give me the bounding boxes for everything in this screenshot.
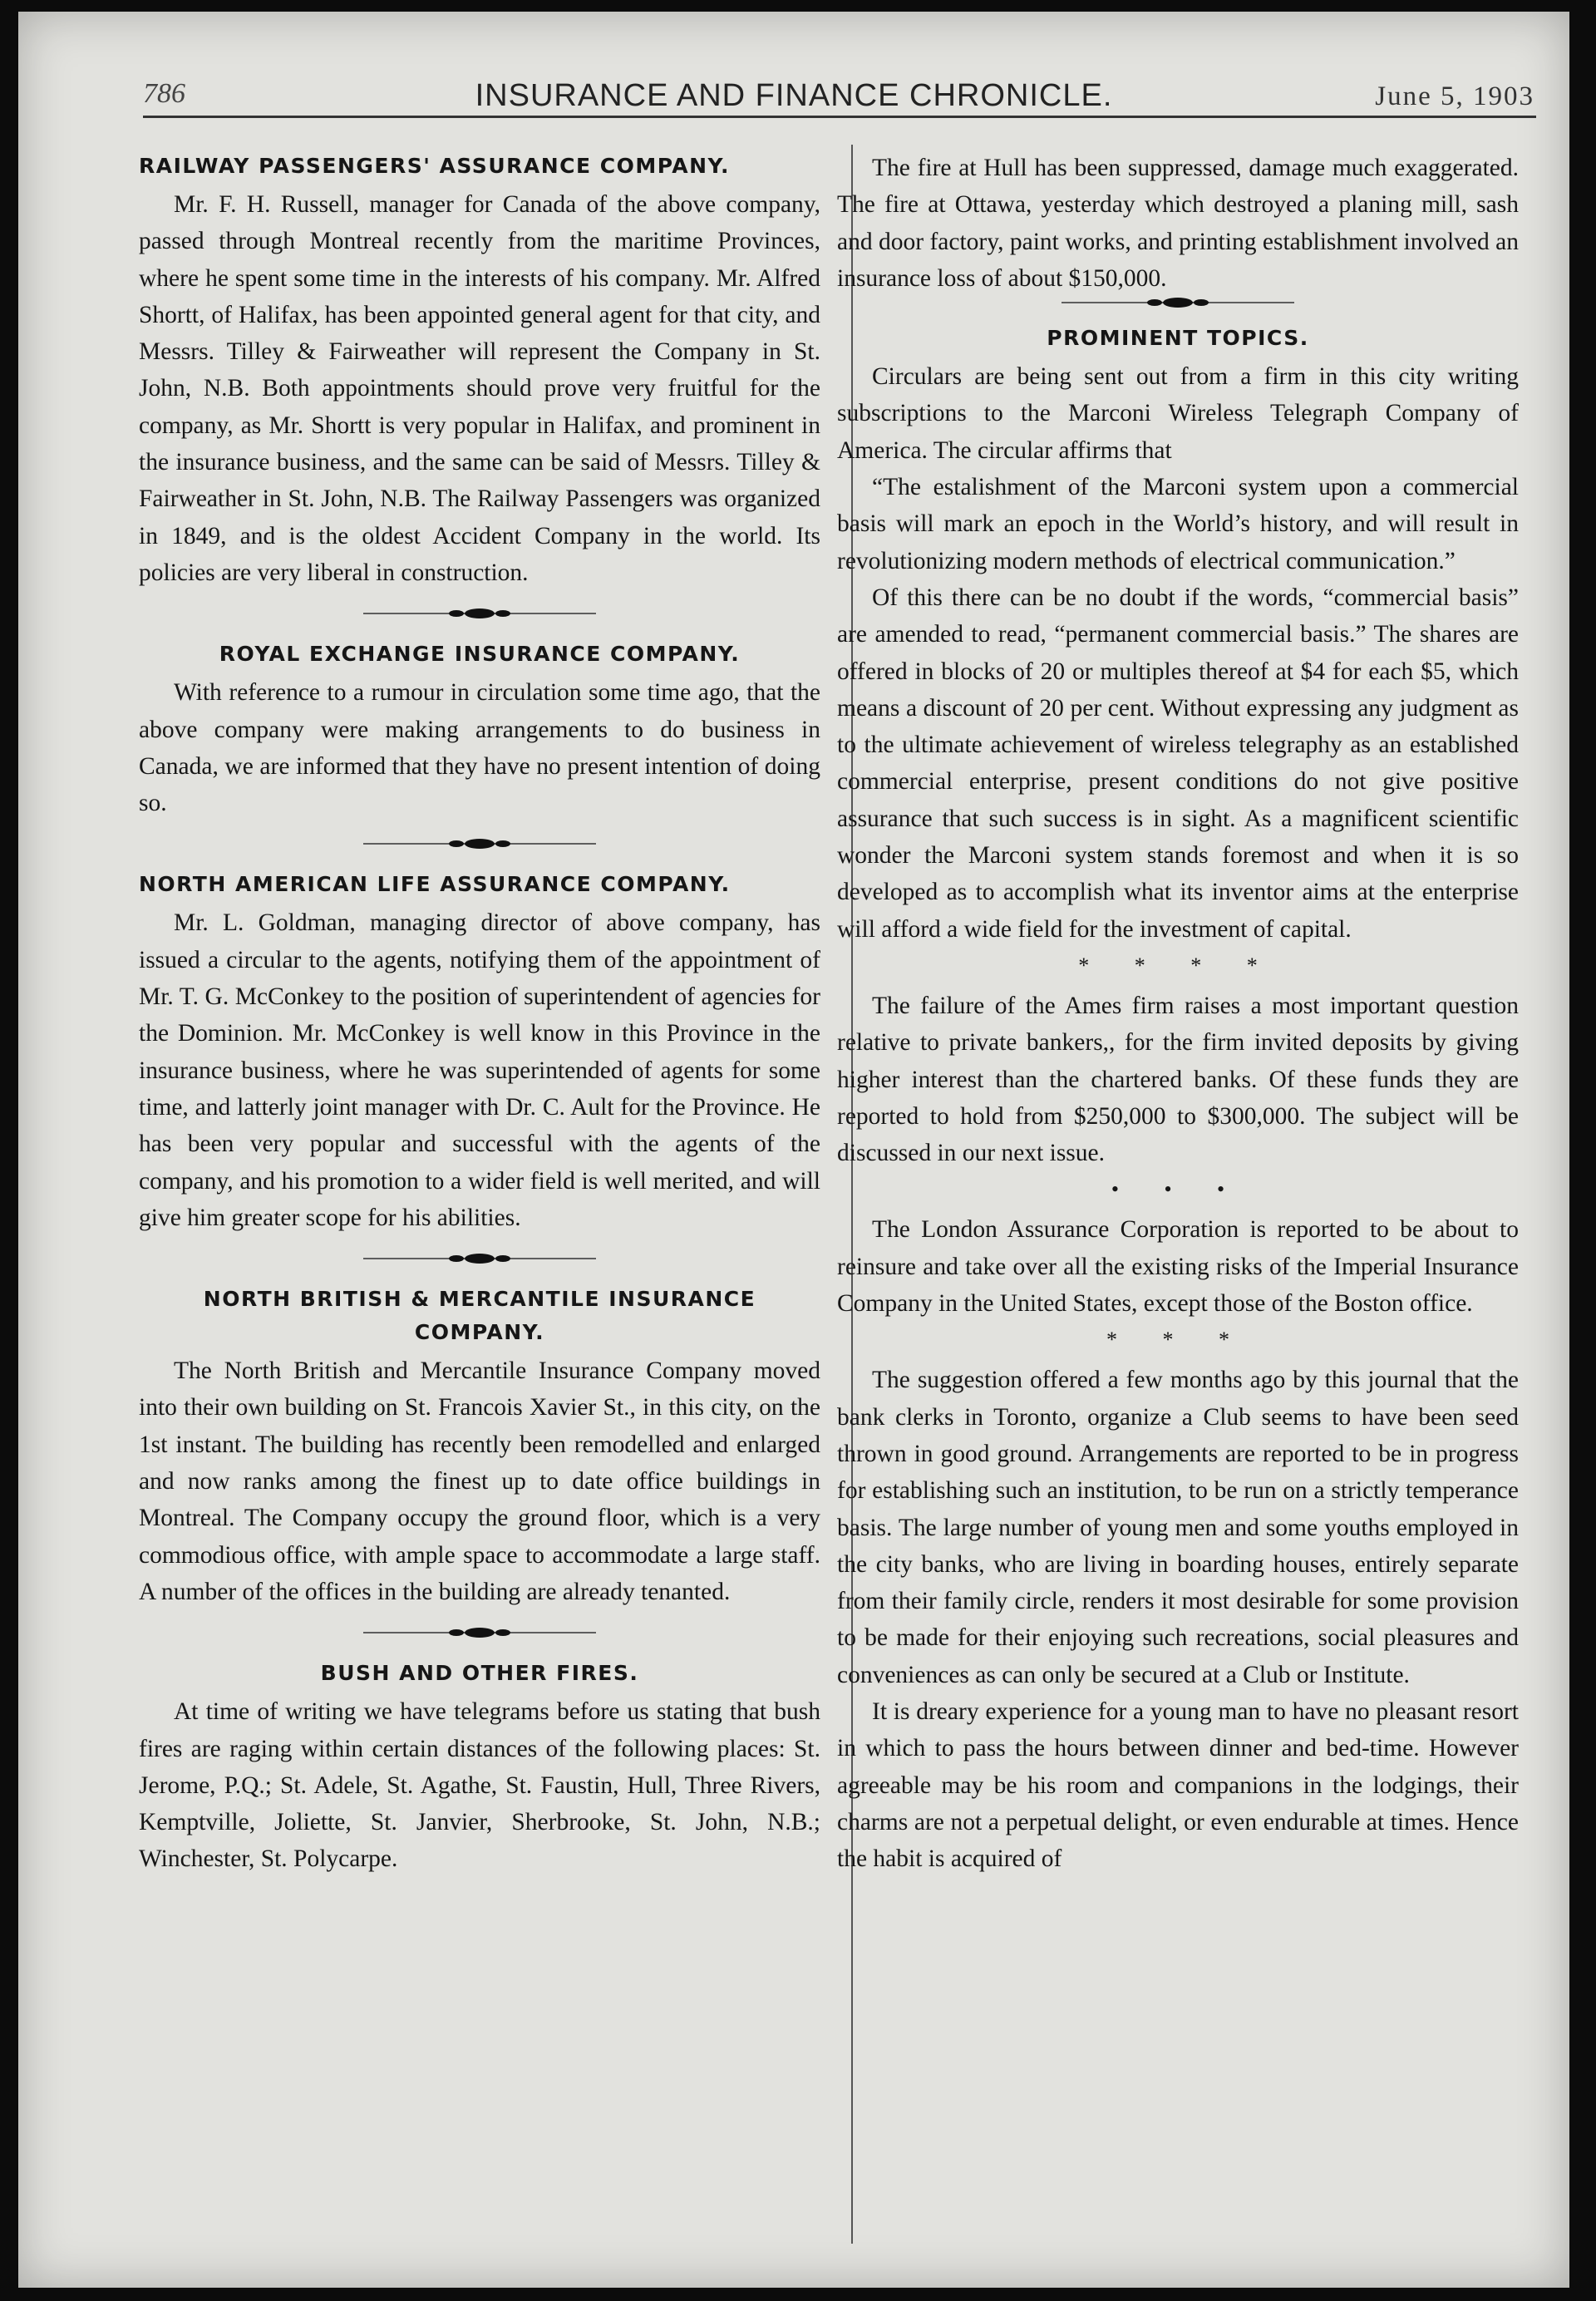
page-header — [18, 70, 1569, 128]
ornament-icon — [363, 838, 596, 850]
newspaper-page — [18, 12, 1569, 2288]
topic-paragraph: The suggestion offered a few months ago by this journal that the bank clerks in Toronto, organize a Club seems to have been seed thrown in good ground. Arrangements are reported to be in progress for establishing such an institution, to be run on a strictly temperance basis. The large number of young men and some youths employed in the city banks, who are living in boarding houses, entirely separate from their family circle, renders it most desirable for some provision to be made for their enjoying such recreations, social pleasures and conveniences as can only be secured at a Club or Institute. — [837, 1367, 1519, 1688]
page-number: 786 — [143, 78, 185, 109]
left-column — [139, 150, 820, 1878]
ornament-divider — [837, 297, 1519, 322]
ornament-divider — [139, 591, 820, 638]
article-paragraph: At time of writing we have telegrams before us stating that bush fires are raging within certain distances of the following places: St. Jerome, P.Q.; St. Adele, St. Agathe, St. Faustin, Hull, Three Rivers, Kemptville, Joliette, St. Janvier, Sherbrooke, St. John, N.B.; Winchester, St. Polycarpe. — [139, 1698, 820, 1873]
dot-separator: • • • — [1111, 1177, 1245, 1202]
ornament-icon — [363, 1253, 596, 1264]
header-rule — [143, 116, 1536, 118]
topic-quote: “The estalishment of the Marconi system upon a commercial basis will mark an epoch in the World’s history, and will result in revolutionizing modern methods of electrical communication.” — [837, 474, 1519, 574]
fire-note-paragraph: The fire at Hull has been suppressed, damage much exaggerated. The fire at Ottawa, yesterday which destroyed a planing mill, sash and door factory, paint works, and printing establishment involved an insurance loss of about $150,000. — [837, 155, 1519, 292]
section-heading: NORTH BRITISH & MERCANTILE INSURANCE COMPANY. — [203, 1287, 756, 1345]
topic-paragraph: Of this there can be no doubt if the words, “commercial basis” are amended to read, “permanent commercial basis.” The shares are offered in blocks of 20 or multiples thereof at $4 for each $5, which means a discount of 20 per cent. Without expressing any judgment as to the ultimate achievement of wireless telegraphy as an established commercial enterprise, present conditions do not give positive assurance that such success is in sight. As a magnificent scientific wonder the Marconi system stands foremost and when it is so developed as to accomplish what its inventor aims at the enterprise will afford a wide field for the investment of capital. — [837, 584, 1519, 943]
publication-title: INSURANCE AND FINANCE CHRONICLE. — [475, 78, 1113, 113]
section-heading: PROMINENT TOPICS. — [1047, 326, 1309, 351]
article-paragraph: With reference to a rumour in circulation some time ago, that the above company were making arrangements to do business in Canada, we are informed that they have no present intention of doing so. — [139, 679, 820, 817]
ornament-icon — [363, 1627, 596, 1638]
ornament-divider — [139, 821, 820, 868]
section-heading: NORTH AMERICAN LIFE ASSURANCE COMPANY. — [139, 872, 731, 897]
star-separator: * * * — [1106, 1328, 1249, 1353]
topic-paragraph: The failure of the Ames firm raises a most important question relative to private bankers,, for the firm invited deposits by giving higher interest than the chartered banks. Of these funds they are reported to hold from $250,000 to $300,000. The subject will be discussed in our next issue. — [837, 992, 1519, 1167]
section-heading: RAILWAY PASSENGERS' ASSURANCE COMPANY. — [139, 154, 731, 178]
article-paragraph: The North British and Mercantile Insurance Company moved into their own building on St. Francois Xavier St., in this city, on the 1st instant. The building has recently been remodelled and enlarged and now ranks among the finest up to date office buildings in Montreal. The Company occupy the ground floor, which is a very commodious office, with ample space to accommodate a large staff. A number of the offices in the building are already tenanted. — [139, 1357, 820, 1605]
ornament-divider — [139, 1610, 820, 1657]
ornament-icon — [1062, 297, 1294, 308]
section-heading: ROYAL EXCHANGE INSURANCE COMPANY. — [219, 642, 741, 667]
ornament-icon — [363, 608, 596, 619]
article-paragraph: Mr. L. Goldman, managing director of above company, has issued a circular to the agents, notifying them of the appointment of Mr. T. G. McConkey to the position of superintendent of agencies for the Dominion. Mr. McConkey is well know in this Province in the insurance business, where he was superintended of agents for some time, and latterly joint manager with Dr. C. Ault for the Province. He has been very popular and successful with the agents of the company, and his promotion to a wider field is well merited, and will give him greater scope for his abilities. — [139, 909, 820, 1231]
article-paragraph: Mr. F. H. Russell, manager for Canada of the above company, passed through Montreal recently from the maritime Provinces, where he spent some time in the interests of his company. Mr. Alfred Shortt, of Halifax, has been appointed general agent for that city, and Messrs. Tilley & Fairweather will represent the Company in St. John, N.B. Both appointments should prove very fruitful for the company, as Mr. Shortt is very popular in Halifax, and prominent in the insurance business, and the same can be said of Messrs. Tilley & Fairweather in St. John, N.B. The Railway Passengers was organized in 1849, and is the oldest Accident Company in the world. Its policies are very liberal in construction. — [139, 191, 820, 586]
star-separator: * * * * — [1078, 953, 1278, 978]
issue-date: June 5, 1903 — [1375, 81, 1534, 111]
section-heading: BUSH AND OTHER FIRES. — [320, 1661, 639, 1686]
topic-paragraph: Circulars are being sent out from a firm in this city writing subscriptions to the Marconi Wireless Telegraph Company of America. The circular affirms that — [837, 363, 1519, 464]
topic-paragraph: It is dreary experience for a young man to have no pleasant resort in which to pass the hours between dinner and bed-time. However agreeable may be his room and companions in the lodgings, their charms are not a perpetual delight, or even endurable at times. Hence the habit is acquired of — [837, 1697, 1519, 1873]
right-column — [837, 150, 1519, 1877]
ornament-divider — [139, 1236, 820, 1283]
topic-paragraph: The London Assurance Corporation is reported to be about to reinsure and take over all the existing risks of the Imperial Insurance Company in the United States, except those of the Boston office. — [837, 1216, 1519, 1318]
